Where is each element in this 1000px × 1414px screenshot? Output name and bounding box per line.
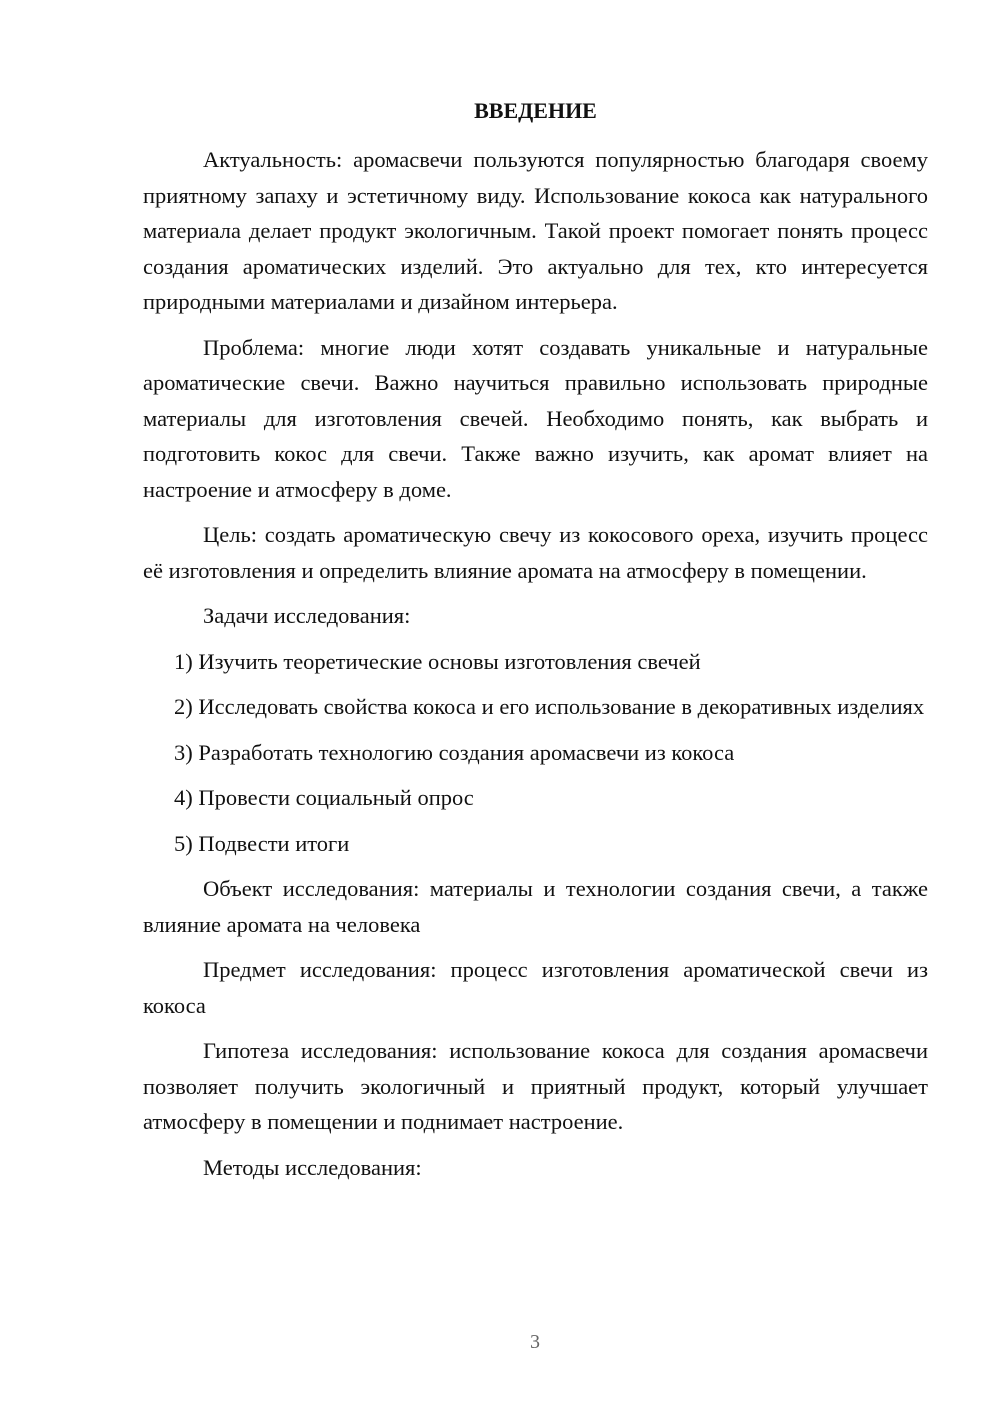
task-list-item: 2) Исследовать свойства кокоса и его использование в декоративных изделиях bbox=[174, 694, 925, 719]
paragraph-methods: Методы исследования: bbox=[203, 1154, 422, 1180]
task-list-item: 3) Разработать технологию создания аромасвечи из кокоса bbox=[174, 739, 735, 765]
task-list-item: 5) Подвести итоги bbox=[174, 830, 350, 856]
task-list-item: 4) Провести социальный опрос bbox=[174, 785, 474, 810]
page-body bbox=[143, 142, 928, 1195]
page-number: 3 bbox=[530, 1331, 540, 1353]
paragraph-goal: Цель: создать ароматическую свечу из кокосового ореха, изучить процесс её изготовления и определить влияние аромата на атмосферу в помещении. bbox=[143, 522, 928, 583]
paragraph-object: Объект исследования: материалы и технологии создания свечи, а также влияние аромата на человека bbox=[143, 876, 928, 937]
paragraph-tasks-heading: Задачи исследования: bbox=[203, 603, 411, 628]
paragraph-hypothesis: Гипотеза исследования: использование кокоса для создания аромасвечи позволяет получить экологичный и приятный продукт, который улучшает атмосферу в помещении и поднимает настроение. bbox=[143, 1038, 928, 1134]
paragraph-problem: Проблема: многие люди хотят создавать уникальные и натуральные ароматические свечи. Важно научиться правильно использовать природные материалы для изготовления свечей. Необходимо понять, как выбрать и подготовить кокос для свечи. Также важно изучить, как аромат влияет на настроение и атмосферу в доме. bbox=[143, 334, 928, 502]
paragraph-subject: Предмет исследования: процесс изготовления ароматической свечи из кокоса bbox=[143, 957, 928, 1018]
task-list-item: 1) Изучить теоретические основы изготовления свечей bbox=[174, 648, 701, 674]
page-title: ВВЕДЕНИЕ bbox=[474, 98, 597, 123]
paragraph-relevance: Актуальность: аромасвечи пользуются популярностью благодаря своему приятному запаху и эстетичному виду. Использование кокоса как натурального материала делает продукт экологичным. Такой проект помогает понять процесс создания ароматических изделий. Это актуально для тех, кто интересуется природными материалами и дизайном интерьера. bbox=[143, 147, 928, 314]
